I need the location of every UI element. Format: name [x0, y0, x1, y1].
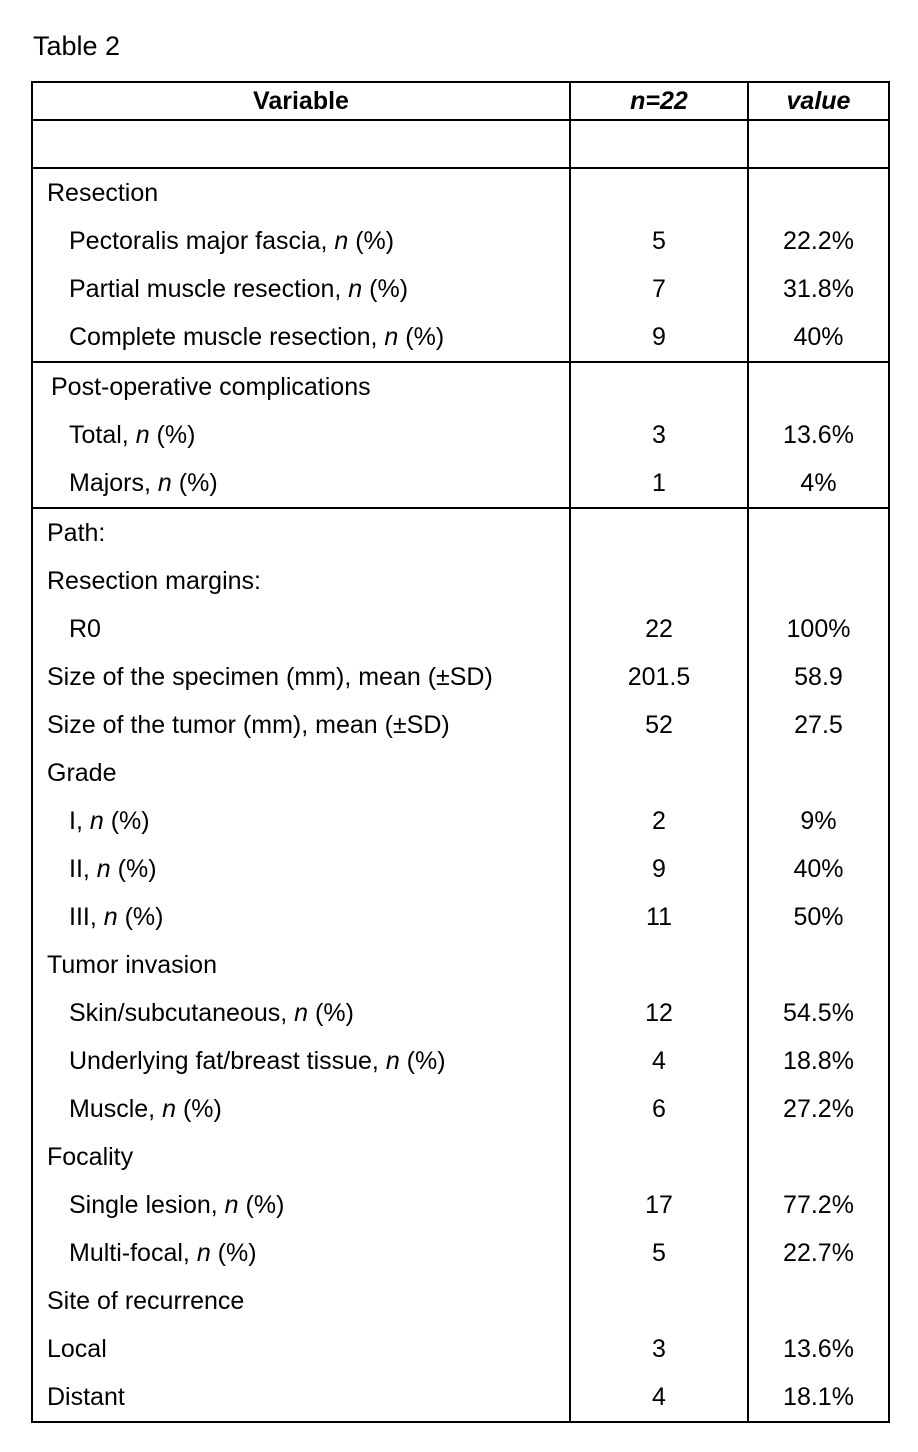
row-label: I, n (%)	[32, 797, 570, 845]
table-row	[32, 701, 889, 749]
row-n	[570, 362, 748, 411]
header-variable: Variable	[32, 82, 570, 120]
table-row	[32, 459, 889, 508]
row-value: 27.5	[748, 701, 889, 749]
table-row	[32, 749, 889, 797]
row-value: 40%	[748, 845, 889, 893]
row-label: Single lesion, n (%)	[32, 1181, 570, 1229]
row-value	[748, 749, 889, 797]
row-label: Size of the tumor (mm), mean (±SD)	[32, 701, 570, 749]
table-row	[32, 411, 889, 459]
row-label: Pectoralis major fascia, n (%)	[32, 217, 570, 265]
row-n: 4	[570, 1037, 748, 1085]
row-value	[748, 941, 889, 989]
row-value: 18.1%	[748, 1373, 889, 1422]
row-n: 3	[570, 1325, 748, 1373]
row-value: 77.2%	[748, 1181, 889, 1229]
row-label: Path:	[32, 508, 570, 557]
row-n: 11	[570, 893, 748, 941]
row-label: Partial muscle resection, n (%)	[32, 265, 570, 313]
row-n: 6	[570, 1085, 748, 1133]
row-label: Total, n (%)	[32, 411, 570, 459]
row-n: 17	[570, 1181, 748, 1229]
row-value	[748, 362, 889, 411]
table-row	[32, 653, 889, 701]
row-label: Resection	[32, 168, 570, 217]
table-row	[32, 1181, 889, 1229]
row-n: 201.5	[570, 653, 748, 701]
row-n	[570, 1133, 748, 1181]
row-label: Majors, n (%)	[32, 459, 570, 508]
row-label: Size of the specimen (mm), mean (±SD)	[32, 653, 570, 701]
row-value: 31.8%	[748, 265, 889, 313]
row-label: Underlying fat/breast tissue, n (%)	[32, 1037, 570, 1085]
table-row	[32, 797, 889, 845]
row-label: Local	[32, 1325, 570, 1373]
row-value: 27.2%	[748, 1085, 889, 1133]
row-n: 9	[570, 845, 748, 893]
row-value: 13.6%	[748, 1325, 889, 1373]
row-n	[570, 941, 748, 989]
row-label: Resection margins:	[32, 557, 570, 605]
table-row	[32, 1373, 889, 1422]
row-value: 40%	[748, 313, 889, 362]
header-n: n=22	[570, 82, 748, 120]
row-n: 2	[570, 797, 748, 845]
row-value: 18.8%	[748, 1037, 889, 1085]
row-label: II, n (%)	[32, 845, 570, 893]
row-label: Distant	[32, 1373, 570, 1422]
table-row	[32, 941, 889, 989]
table-row	[32, 1277, 889, 1325]
row-n	[570, 508, 748, 557]
table-row	[32, 362, 889, 411]
row-value	[748, 168, 889, 217]
table-row	[32, 265, 889, 313]
row-n: 5	[570, 1229, 748, 1277]
results-table	[31, 81, 890, 1423]
table-row	[32, 217, 889, 265]
table-caption: Table 2	[33, 31, 121, 61]
row-label: R0	[32, 605, 570, 653]
row-n: 4	[570, 1373, 748, 1422]
row-label: Post-operative complications	[32, 362, 570, 411]
row-label: Muscle, n (%)	[32, 1085, 570, 1133]
row-n: 1	[570, 459, 748, 508]
table-row	[32, 313, 889, 362]
table-row	[32, 1229, 889, 1277]
row-value	[748, 508, 889, 557]
table-row	[32, 557, 889, 605]
header-value: value	[748, 82, 889, 120]
row-n	[570, 749, 748, 797]
row-label: Complete muscle resection, n (%)	[32, 313, 570, 362]
table-row	[32, 168, 889, 217]
row-value: 9%	[748, 797, 889, 845]
row-n: 12	[570, 989, 748, 1037]
header-row	[32, 82, 889, 120]
row-n: 22	[570, 605, 748, 653]
row-label: Grade	[32, 749, 570, 797]
table-row	[32, 1133, 889, 1181]
spacer-row	[32, 120, 889, 168]
row-value: 58.9	[748, 653, 889, 701]
table-row	[32, 1037, 889, 1085]
row-value	[748, 1277, 889, 1325]
row-n: 52	[570, 701, 748, 749]
row-label: Focality	[32, 1133, 570, 1181]
row-label: Site of recurrence	[32, 1277, 570, 1325]
row-n	[570, 1277, 748, 1325]
row-value: 22.2%	[748, 217, 889, 265]
row-value: 50%	[748, 893, 889, 941]
table-row	[32, 605, 889, 653]
row-value: 22.7%	[748, 1229, 889, 1277]
row-value: 4%	[748, 459, 889, 508]
row-value	[748, 557, 889, 605]
row-n	[570, 168, 748, 217]
row-value: 13.6%	[748, 411, 889, 459]
table-row	[32, 1325, 889, 1373]
row-n: 5	[570, 217, 748, 265]
row-value: 54.5%	[748, 989, 889, 1037]
table-row	[32, 1085, 889, 1133]
table-row	[32, 989, 889, 1037]
table-row	[32, 508, 889, 557]
row-label: Skin/subcutaneous, n (%)	[32, 989, 570, 1037]
table-row	[32, 893, 889, 941]
table-row	[32, 845, 889, 893]
row-value	[748, 1133, 889, 1181]
row-label: III, n (%)	[32, 893, 570, 941]
row-n: 9	[570, 313, 748, 362]
row-label: Tumor invasion	[32, 941, 570, 989]
row-n: 7	[570, 265, 748, 313]
row-n: 3	[570, 411, 748, 459]
row-label: Multi-focal, n (%)	[32, 1229, 570, 1277]
row-n	[570, 557, 748, 605]
row-value: 100%	[748, 605, 889, 653]
